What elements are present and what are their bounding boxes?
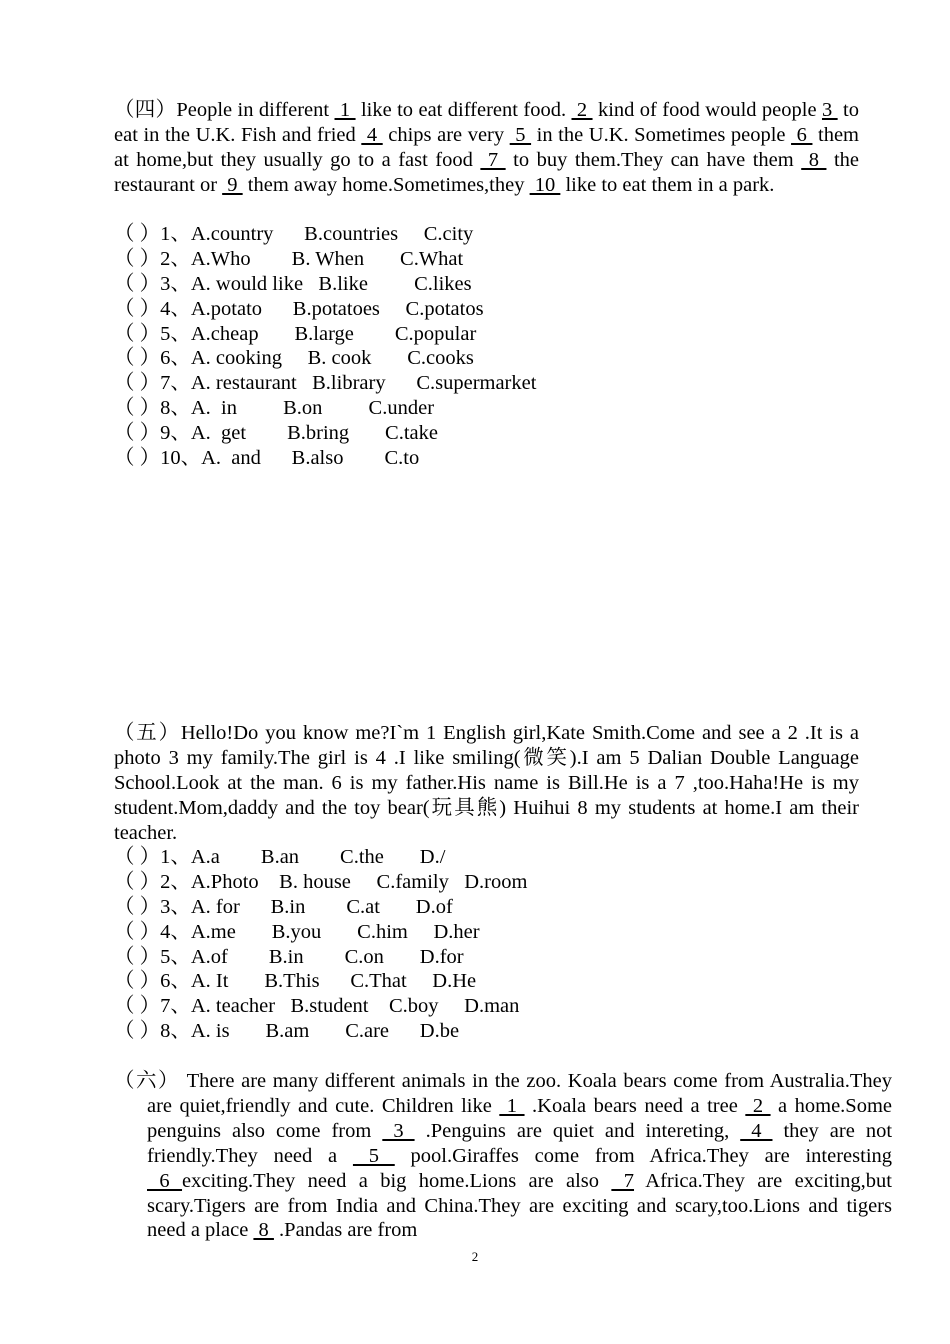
answer-blank: 2 (745, 1094, 771, 1117)
option-row: （ ）10、A. and B.also C.to (114, 447, 420, 470)
passage-text: .Koala bears need a tree (524, 1094, 746, 1117)
option-row: （ ）2、A.Who B. When C.What (114, 247, 464, 270)
answer-blank: 4 (740, 1119, 773, 1142)
section-label: （四） (114, 99, 177, 121)
section-4-passage (114, 98, 859, 198)
answer-blank: 2 (571, 99, 593, 121)
answer-blank: 5 (509, 123, 532, 146)
option-row: （ ）7、A. restaurant B.library C.supermarket (114, 372, 537, 395)
option-row: （ ）1、A.a B.an C.the D./ (114, 846, 446, 868)
answer-blank: 1 (334, 99, 356, 121)
answer-blank: 7 (611, 1169, 635, 1192)
passage-text: There are many different animals in the zoo. Koala bears come from Australia.They are quiet,friendly and cute. Children like (147, 1070, 892, 1117)
answer-blank: 6 (147, 1169, 183, 1192)
passage-text: a home.Some penguins also come from (147, 1094, 893, 1142)
passage-text: pool.Giraffes come from Africa.They are interesting (394, 1144, 893, 1167)
passage-text: them at home,but they usually go to a fast food (114, 123, 860, 171)
passage-text: them away home.Sometimes,they (242, 173, 530, 196)
passage-text: they are not friendly.They need a (147, 1119, 893, 1167)
answer-blank: 8 (253, 1219, 274, 1242)
passage-text: exciting.They need a big home.Lions are also (182, 1169, 612, 1192)
passage-text: .Penguins are quiet and intereting, (414, 1119, 741, 1142)
answer-blank: 7 (480, 148, 506, 171)
answer-blank: 5 (352, 1144, 395, 1167)
answer-blank: 6 (791, 123, 813, 146)
answer-blank: 10 (529, 173, 561, 196)
option-row: （ ）9、A. get B.bring C.take (114, 422, 438, 445)
answer-blank: 3 (382, 1119, 415, 1142)
passage-text: Africa.They are exciting,but scary.Tigers are from India and China.They are exciting and scary,too.Lions and tigers need a place (147, 1169, 893, 1242)
option-row: （ ）2、A.Photo B. house C.family D.room (114, 870, 528, 893)
section-4-options (114, 222, 536, 471)
section-5-passage: （五）Hello!Do you know me?I`m 1 English girl,Kate Smith.Come and see a 2 .It is a photo 3 my family.The girl is 4 .I like smiling(微笑).I am 5 Dalian Double Language School.Look at the man. 6 is my father.His name is Bill.He is a 7 ,too.Haha!He is my student.Mom,daddy and the toy bear(玩具熊) Huihui 8 my students at home.I am their teacher. (114, 722, 859, 844)
section-5-options (114, 845, 527, 1044)
option-row: （ ）1、A.country B.countries C.city (114, 223, 474, 245)
option-row: （ ）7、A. teacher B.student C.boy D.man (114, 995, 520, 1018)
answer-blank: 4 (361, 123, 383, 146)
option-row: （ ）8、A. in B.on C.under (114, 397, 435, 420)
passage-text: chips are very (382, 123, 510, 146)
option-row: （ ）4、A.potato B.potatoes C.potatos (114, 297, 484, 320)
answer-blank: 8 (801, 148, 827, 171)
passage-text: People in different (176, 99, 335, 121)
option-row: （ ）5、A.of B.in C.on D.for (114, 945, 464, 968)
option-row: （ ）6、A. cooking B. cook C.cooks (114, 347, 474, 370)
page-number: 2 (471, 1249, 479, 1264)
option-row: （ ）6、A. It B.This C.That D.He (114, 970, 477, 993)
answer-blank: 3 (821, 99, 838, 121)
option-row: （ ）3、A. would like B.like C.likes (114, 272, 472, 295)
section-6-passage (114, 1069, 892, 1243)
option-row: （ ）8、A. is B.am C.are D.be (114, 1020, 460, 1043)
passage-text: to eat in the U.K. Fish and fried (114, 99, 859, 146)
answer-blank: 1 (499, 1094, 525, 1117)
passage-text: kind of food would people (592, 99, 822, 121)
passage-text: .Pandas are from (273, 1219, 418, 1242)
passage-text: the restaurant or (114, 148, 859, 196)
answer-blank: 9 (222, 173, 243, 196)
passage-text: like to eat them in a park. (560, 173, 775, 196)
section-label: （六） (114, 1070, 181, 1092)
option-row: （ ）4、A.me B.you C.him D.her (114, 920, 480, 943)
passage-text: to buy them.They can have them (505, 148, 802, 171)
passage-text: like to eat different food. (355, 99, 572, 121)
passage-text: in the U.K. Sometimes people (531, 123, 792, 146)
option-row: （ ）3、A. for B.in C.at D.of (114, 895, 453, 918)
option-row: （ ）5、A.cheap B.large C.popular (114, 322, 477, 345)
